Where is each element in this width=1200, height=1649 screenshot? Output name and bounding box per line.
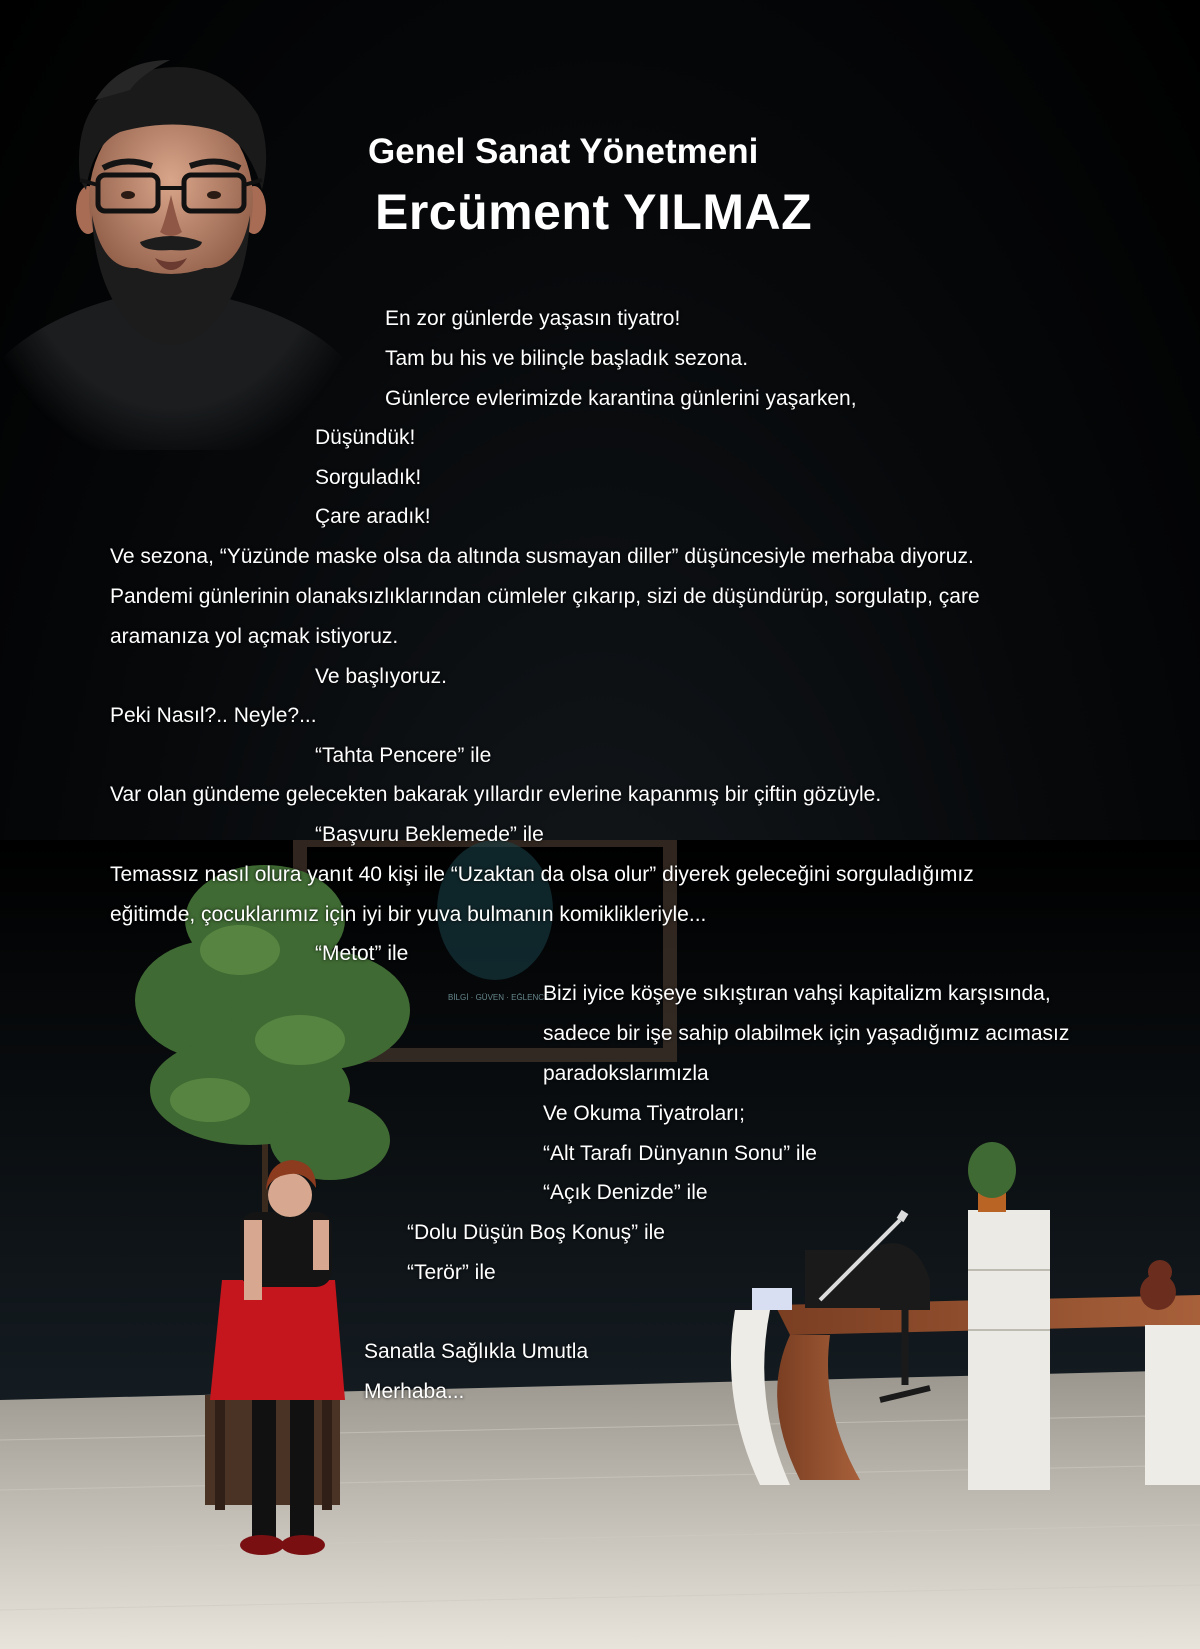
title-name: Ercüment YILMAZ [375,184,813,240]
message-line: paradokslarımızla [543,1062,709,1085]
poster-text: BİLGİ · GÜVEN · EĞLENCE [448,993,550,1002]
message-line: “Dolu Düşün Boş Konuş” ile [407,1221,665,1244]
message-line: En zor günlerde yaşasın tiyatro! [385,307,681,330]
message-line: Bizi iyice köşeye sıkıştıran vahşi kapitalizm karşısında, [543,982,1051,1005]
message-line: Düşündük! [315,426,416,449]
message-line: Ve Okuma Tiyatroları; [543,1102,745,1125]
message-line: “Açık Denizde” ile [543,1181,708,1204]
message-line: Merhaba... [364,1380,465,1403]
message-line: sadece bir işe sahip olabilmek için yaşadığımız acımasız [543,1022,1070,1045]
message-line: Sanatla Sağlıkla Umutla [364,1340,589,1363]
message-line: Tam bu his ve bilinçle başladık sezona. [385,347,749,370]
message-line: Sorguladık! [315,466,422,489]
director-portrait [0,30,345,450]
message-line: “Alt Tarafı Dünyanın Sonu” ile [543,1142,817,1165]
message-line: Günlerce evlerimizde karantina günlerini yaşarken, [385,387,857,410]
message-line: “Metot” ile [315,942,409,965]
message-line: Peki Nasıl?.. Neyle?... [110,704,317,727]
message-line: Temassız nasıl olura yanıt 40 kişi ile “Uzaktan da olsa olur” diyerek geleceğini sorguladığımız [110,863,974,886]
message-line: Çare aradık! [315,505,431,528]
message-line: “Terör” ile [407,1261,496,1284]
message-line: aramanıza yol açmak istiyoruz. [110,625,399,648]
message-line: Pandemi günlerinin olanaksızlıklarından cümleler çıkarıp, sizi de düşündürüp, sorgulatıp, çare [110,585,980,608]
message-line: Ve başlıyoruz. [315,665,447,688]
message-line: Var olan gündeme gelecekten bakarak yıllardır evlerine kapanmış bir çiftin gözüyle. [110,783,882,806]
message-line: Ve sezona, “Yüzünde maske olsa da altında susmayan diller” düşüncesiyle merhaba diyoruz. [110,545,974,568]
message-line: “Başvuru Beklemede” ile [315,823,544,846]
message-line: “Tahta Pencere” ile [315,744,492,767]
message-line: eğitimde, çocuklarımız için iyi bir yuva bulmanın komiklikleriyle... [110,903,707,926]
title-role: Genel Sanat Yönetmeni [368,132,759,171]
